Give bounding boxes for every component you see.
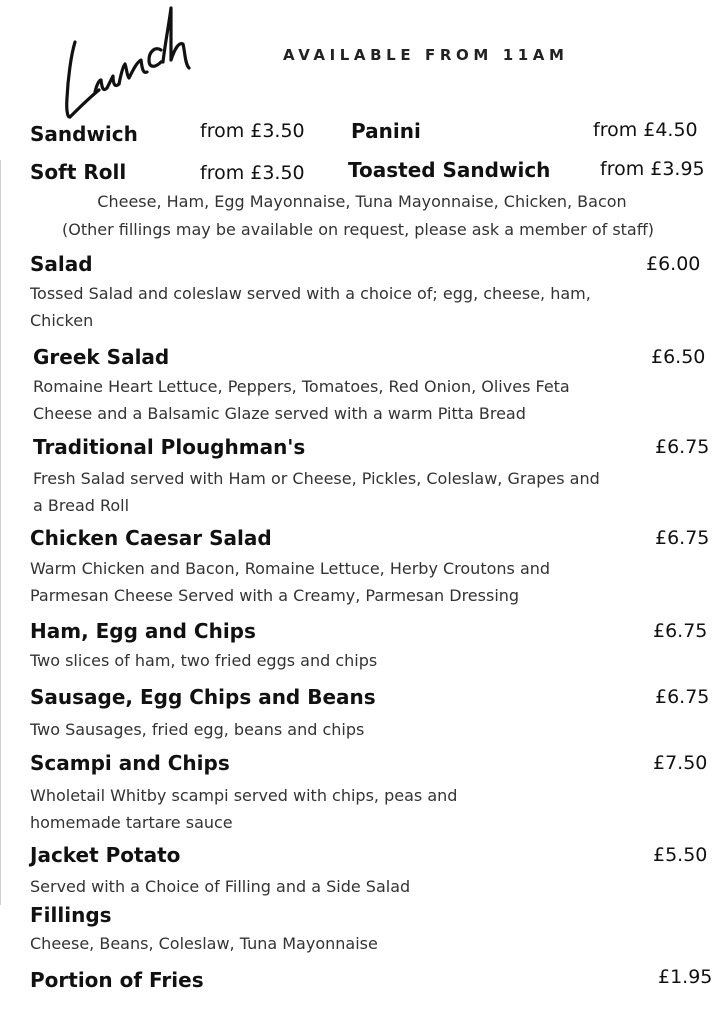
greek-salad-title: Greek Salad: [33, 345, 170, 369]
jacket-potato-description: Served with a Choice of Filling and a Side Salad: [30, 877, 411, 896]
ploughmans-title: Traditional Ploughman's: [33, 435, 306, 459]
greek-salad-description: Romaine Heart Lettuce, Peppers, Tomatoes, Red Onion, Olives Feta Cheese and a Balsamic Glaze served with a warm Pitta Bread: [33, 377, 570, 423]
caesar-salad-title: Chicken Caesar Salad: [30, 526, 272, 550]
salad-description: Tossed Salad and coleslaw served with a choice of; egg, cheese, ham, Chicken: [30, 284, 591, 330]
caesar-salad-description: Warm Chicken and Bacon, Romaine Lettuce, Herby Croutons and Parmesan Cheese Served with a Creamy, Parmesan Dressing: [30, 559, 551, 605]
lunch-script-logo: [55, 0, 195, 128]
scampi-title: Scampi and Chips: [30, 751, 230, 775]
sausage-description: Two Sausages, fried egg, beans and chips: [30, 720, 365, 739]
sandwich-title: Sandwich: [30, 122, 138, 146]
soft-roll-price: from £3.50: [200, 162, 305, 184]
panini-title: Panini: [351, 119, 421, 143]
sausage-title: Sausage, Egg Chips and Beans: [30, 685, 376, 709]
jacket-potato-title: Jacket Potato: [30, 843, 181, 867]
fillings-list: Cheese, Ham, Egg Mayonnaise, Tuna Mayonnaise, Chicken, Bacon: [97, 192, 627, 211]
salad-price: £6.00: [646, 253, 701, 275]
availability-heading: AVAILABLE FROM 11AM: [283, 46, 569, 64]
scampi-description: Wholetail Whitby scampi served with chips, peas and homemade tartare sauce: [30, 786, 458, 832]
fillings-note: (Other fillings may be available on request, please ask a member of staff): [62, 220, 654, 239]
ham-egg-chips-title: Ham, Egg and Chips: [30, 619, 256, 643]
ploughmans-price: £6.75: [655, 436, 710, 458]
left-divider: [0, 160, 1, 905]
toasted-sandwich-price: from £3.95: [600, 158, 705, 180]
greek-salad-price: £6.50: [651, 346, 706, 368]
jacket-potato-price: £5.50: [653, 844, 708, 866]
fillings-title: Fillings: [30, 903, 112, 927]
ploughmans-description: Fresh Salad served with Ham or Cheese, Pickles, Coleslaw, Grapes and a Bread Roll: [33, 469, 600, 515]
ham-egg-chips-price: £6.75: [653, 620, 708, 642]
soft-roll-title: Soft Roll: [30, 160, 127, 184]
caesar-salad-price: £6.75: [655, 527, 710, 549]
ham-egg-chips-description: Two slices of ham, two fried eggs and chips: [30, 651, 378, 670]
panini-price: from £4.50: [593, 119, 698, 141]
sandwich-price: from £3.50: [200, 120, 305, 142]
fries-title: Portion of Fries: [30, 968, 204, 992]
salad-title: Salad: [30, 252, 93, 276]
scampi-price: £7.50: [653, 752, 708, 774]
toasted-sandwich-title: Toasted Sandwich: [348, 158, 551, 182]
fries-price: £1.95: [658, 966, 713, 988]
jacket-fillings-list: Cheese, Beans, Coleslaw, Tuna Mayonnaise: [30, 934, 378, 953]
sausage-price: £6.75: [655, 686, 710, 708]
